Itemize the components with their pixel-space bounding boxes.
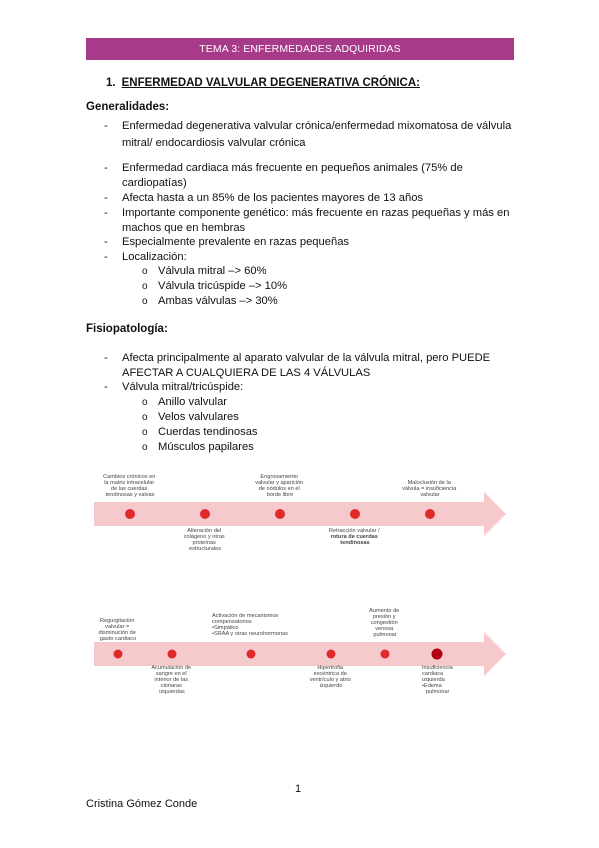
section-number: 1. <box>106 77 116 89</box>
t2-top-1: Activación de mecanismos compensatorios •Simpático •SRAA y otras neurohormonas <box>212 613 288 637</box>
timeline-dot <box>425 509 435 519</box>
t2-bottom-0: Acumulación de sangre en el interior de las cámaras izquierdas <box>151 665 192 695</box>
header-title: TEMA 3: ENFERMEDADES ADQUIRIDAS <box>199 43 401 55</box>
timeline-dot <box>350 509 360 519</box>
timeline-dot <box>275 509 285 519</box>
timeline-dot <box>432 649 443 660</box>
t1-top-2: Maloclusión de la válvula = insuficiencia valvular <box>402 480 457 498</box>
t2-top-0: Regurgitación valvular = disminución de gasto cardiaco <box>98 618 137 642</box>
timeline-dot <box>125 509 135 519</box>
page-number: 1 <box>295 783 302 795</box>
t1-bottom-0: Alteración del colágeno y otras proteínas estructurales <box>183 528 225 552</box>
sub-list-item: o Válvula mitral –> 60% <box>142 265 267 277</box>
sub-list-item: o Válvula tricúspide –> 10% <box>142 280 288 292</box>
timeline-2 <box>94 608 506 695</box>
list-item: - Enfermedad degenerativa valvular crónica/enfermedad mixomatosa de válvula mitral/ endocardiosis valvular crónica <box>104 120 512 149</box>
sub-list-item: o Cuerdas tendinosas <box>142 426 258 438</box>
timeline-dot <box>200 509 210 519</box>
timeline-1 <box>94 474 506 552</box>
list-item: - Localización: <box>104 251 187 263</box>
sub-list-item: o Anillo valvular <box>142 396 228 408</box>
list-item: - Especialmente prevalente en razas pequeñas <box>104 236 350 248</box>
timeline-dot <box>327 650 336 659</box>
list-item: - Afecta hasta a un 85% de los pacientes mayores de 13 años <box>104 192 424 204</box>
fisiopatologia-heading: Fisiopatología: <box>86 323 168 335</box>
list-item: - Válvula mitral/tricúspide: <box>104 381 244 393</box>
timeline-dot <box>168 650 177 659</box>
t2-bottom-1: Hipertrofia excéntrica de ventrículo y atrio izquierdo <box>309 665 351 689</box>
t1-top-1: Engrosamiento valvular y aparición de nódulos en el borde libre <box>255 474 304 498</box>
sub-list-item: o Velos valvulares <box>142 411 239 423</box>
t1-top-0: Cambios crónicos en la matriz intracelular de las cuerdas tendinosas y valvas <box>103 474 156 498</box>
sub-list-item: o Músculos papilares <box>142 441 254 453</box>
list-item: - Afecta principalmente al aparato valvular de la válvula mitral, pero PUEDE AFECTAR A CUALQUIERA DE LAS 4 VÁLVULAS <box>104 352 491 379</box>
timeline-dot <box>381 650 390 659</box>
list-item: - Enfermedad cardiaca más frecuente en pequeños animales (75% de cardiopatías) <box>104 162 463 189</box>
t2-bottom-2: Insuficiencia cardiaca izquierda •Edema pulmonar <box>422 665 453 695</box>
timeline-dot <box>114 650 123 659</box>
section-title-text: ENFERMEDAD VALVULAR DEGENERATIVA CRÓNICA: <box>121 77 420 89</box>
author-name: Cristina Gómez Conde <box>86 798 198 810</box>
t1-bottom-1: Retracción valvular / rotura de cuerdas tendinosas <box>328 528 380 546</box>
generalidades-heading: Generalidades: <box>86 101 170 113</box>
timeline-arrow <box>94 492 506 536</box>
list-item: - Importante componente genético: más frecuente en razas pequeñas y más en machos que en hembras <box>104 207 510 234</box>
t2-top-2: Aumento de presión y congestión venosa pulmonar <box>369 608 400 638</box>
timeline-dot <box>247 650 256 659</box>
sub-list-item: o Ambas válvulas –> 30% <box>142 295 278 307</box>
